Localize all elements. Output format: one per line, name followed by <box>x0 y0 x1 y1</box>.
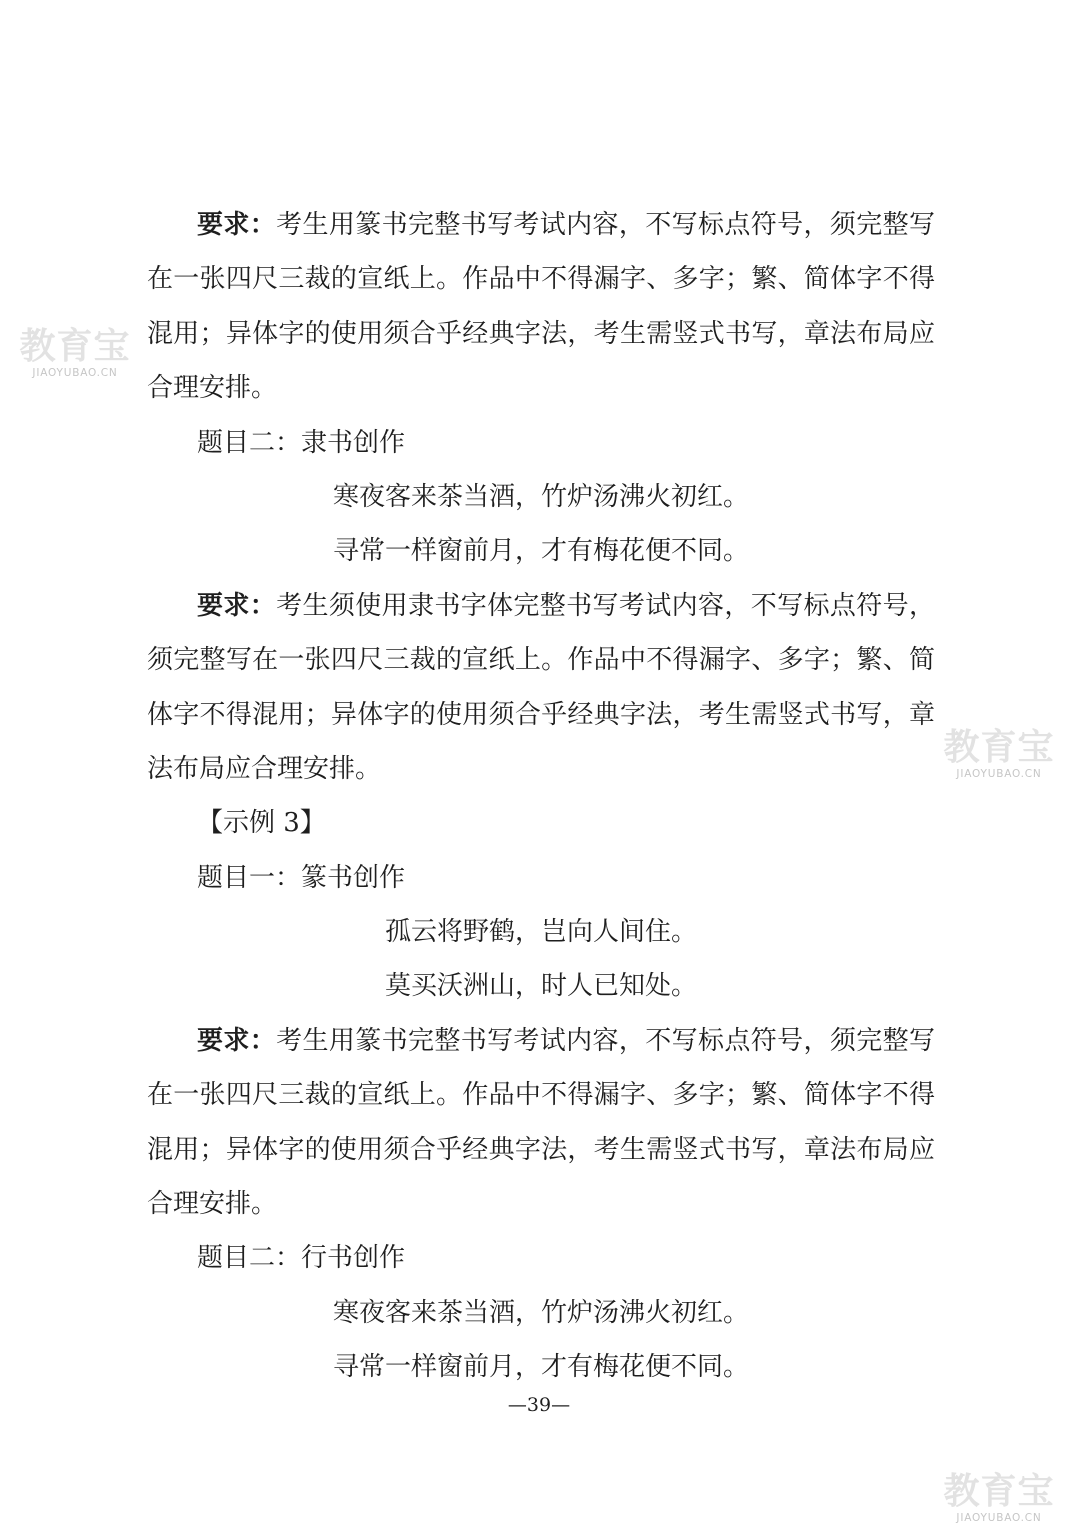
requirement-line <box>147 579 935 633</box>
requirement-line: 在一张四尺三裁的宣纸上。作品中不得漏字、多字；繁、简体字不得 <box>147 1080 935 1111</box>
requirement-line: 混用；异体字的使用须合乎经典字法，考生需竖式书写，章法布局应 <box>147 318 935 349</box>
topic-title: 题目二：隶书创作 <box>197 427 406 458</box>
requirement-paragraph <box>147 198 935 416</box>
poem <box>147 470 935 579</box>
requirement-line: 须完整写在一张四尺三裁的宣纸上。作品中不得漏字、多字；繁、简 <box>147 645 935 676</box>
requirement-line: 体字不得混用；异体字的使用须合乎经典字法，考生需竖式书写，章 <box>147 699 935 730</box>
poem-line: 孤云将野鹤，岂向人间住。 <box>384 917 697 948</box>
page-number: —39— <box>507 1394 571 1416</box>
watermark-logo <box>940 728 1058 780</box>
watermark-site: JIAOYUBAO.CN <box>956 1512 1042 1524</box>
requirement-line: 合理安排。 <box>147 1189 278 1220</box>
topic-title: 题目一：篆书创作 <box>197 862 406 893</box>
topic-title: 题目二：行书创作 <box>197 1243 406 1274</box>
watermark-brand: 教育宝 <box>19 326 131 367</box>
poem-line: 寻常一样窗前月，才有梅花便不同。 <box>332 1352 749 1383</box>
requirement-label: 要求： <box>197 590 277 621</box>
example-heading: 【示例 3】 <box>197 808 326 839</box>
requirement-line <box>147 1014 935 1068</box>
watermark-site: JIAOYUBAO.CN <box>32 367 118 379</box>
requirement-line: 合理安排。 <box>147 373 278 404</box>
requirement-line: 在一张四尺三裁的宣纸上。作品中不得漏字、多字；繁、简体字不得 <box>147 264 935 295</box>
requirement-line <box>147 198 935 252</box>
poem <box>147 905 935 1014</box>
requirement-line: 法布局应合理安排。 <box>147 753 382 784</box>
watermark-logo <box>16 327 134 379</box>
poem-line: 寻常一样窗前月，才有梅花便不同。 <box>332 536 749 567</box>
poem-line: 莫买沃洲山，时人已知处。 <box>384 971 697 1002</box>
watermark-site: JIAOYUBAO.CN <box>956 768 1042 780</box>
watermark-brand: 教育宝 <box>943 727 1055 768</box>
document-body <box>147 198 935 1395</box>
requirement-label: 要求： <box>197 210 277 240</box>
requirement-text: 考生用篆书完整书写考试内容，不写标点符号，须完整写 <box>276 1025 935 1056</box>
requirement-paragraph <box>147 579 935 797</box>
poem-line: 寒夜客来茶当酒，竹炉汤沸火初红。 <box>332 481 749 512</box>
poem <box>147 1286 935 1395</box>
requirement-label: 要求： <box>197 1025 277 1056</box>
watermark-brand: 教育宝 <box>943 1471 1055 1512</box>
poem-line: 寒夜客来茶当酒，竹炉汤沸火初红。 <box>332 1297 749 1328</box>
requirement-text: 考生用篆书完整书写考试内容，不写标点符号，须完整写 <box>276 210 935 240</box>
watermark-logo <box>940 1472 1058 1524</box>
requirement-line: 混用；异体字的使用须合乎经典字法，考生需竖式书写，章法布局应 <box>147 1134 935 1165</box>
requirement-text: 考生须使用隶书字体完整书写考试内容，不写标点符号， <box>276 590 935 621</box>
requirement-paragraph <box>147 1014 935 1232</box>
